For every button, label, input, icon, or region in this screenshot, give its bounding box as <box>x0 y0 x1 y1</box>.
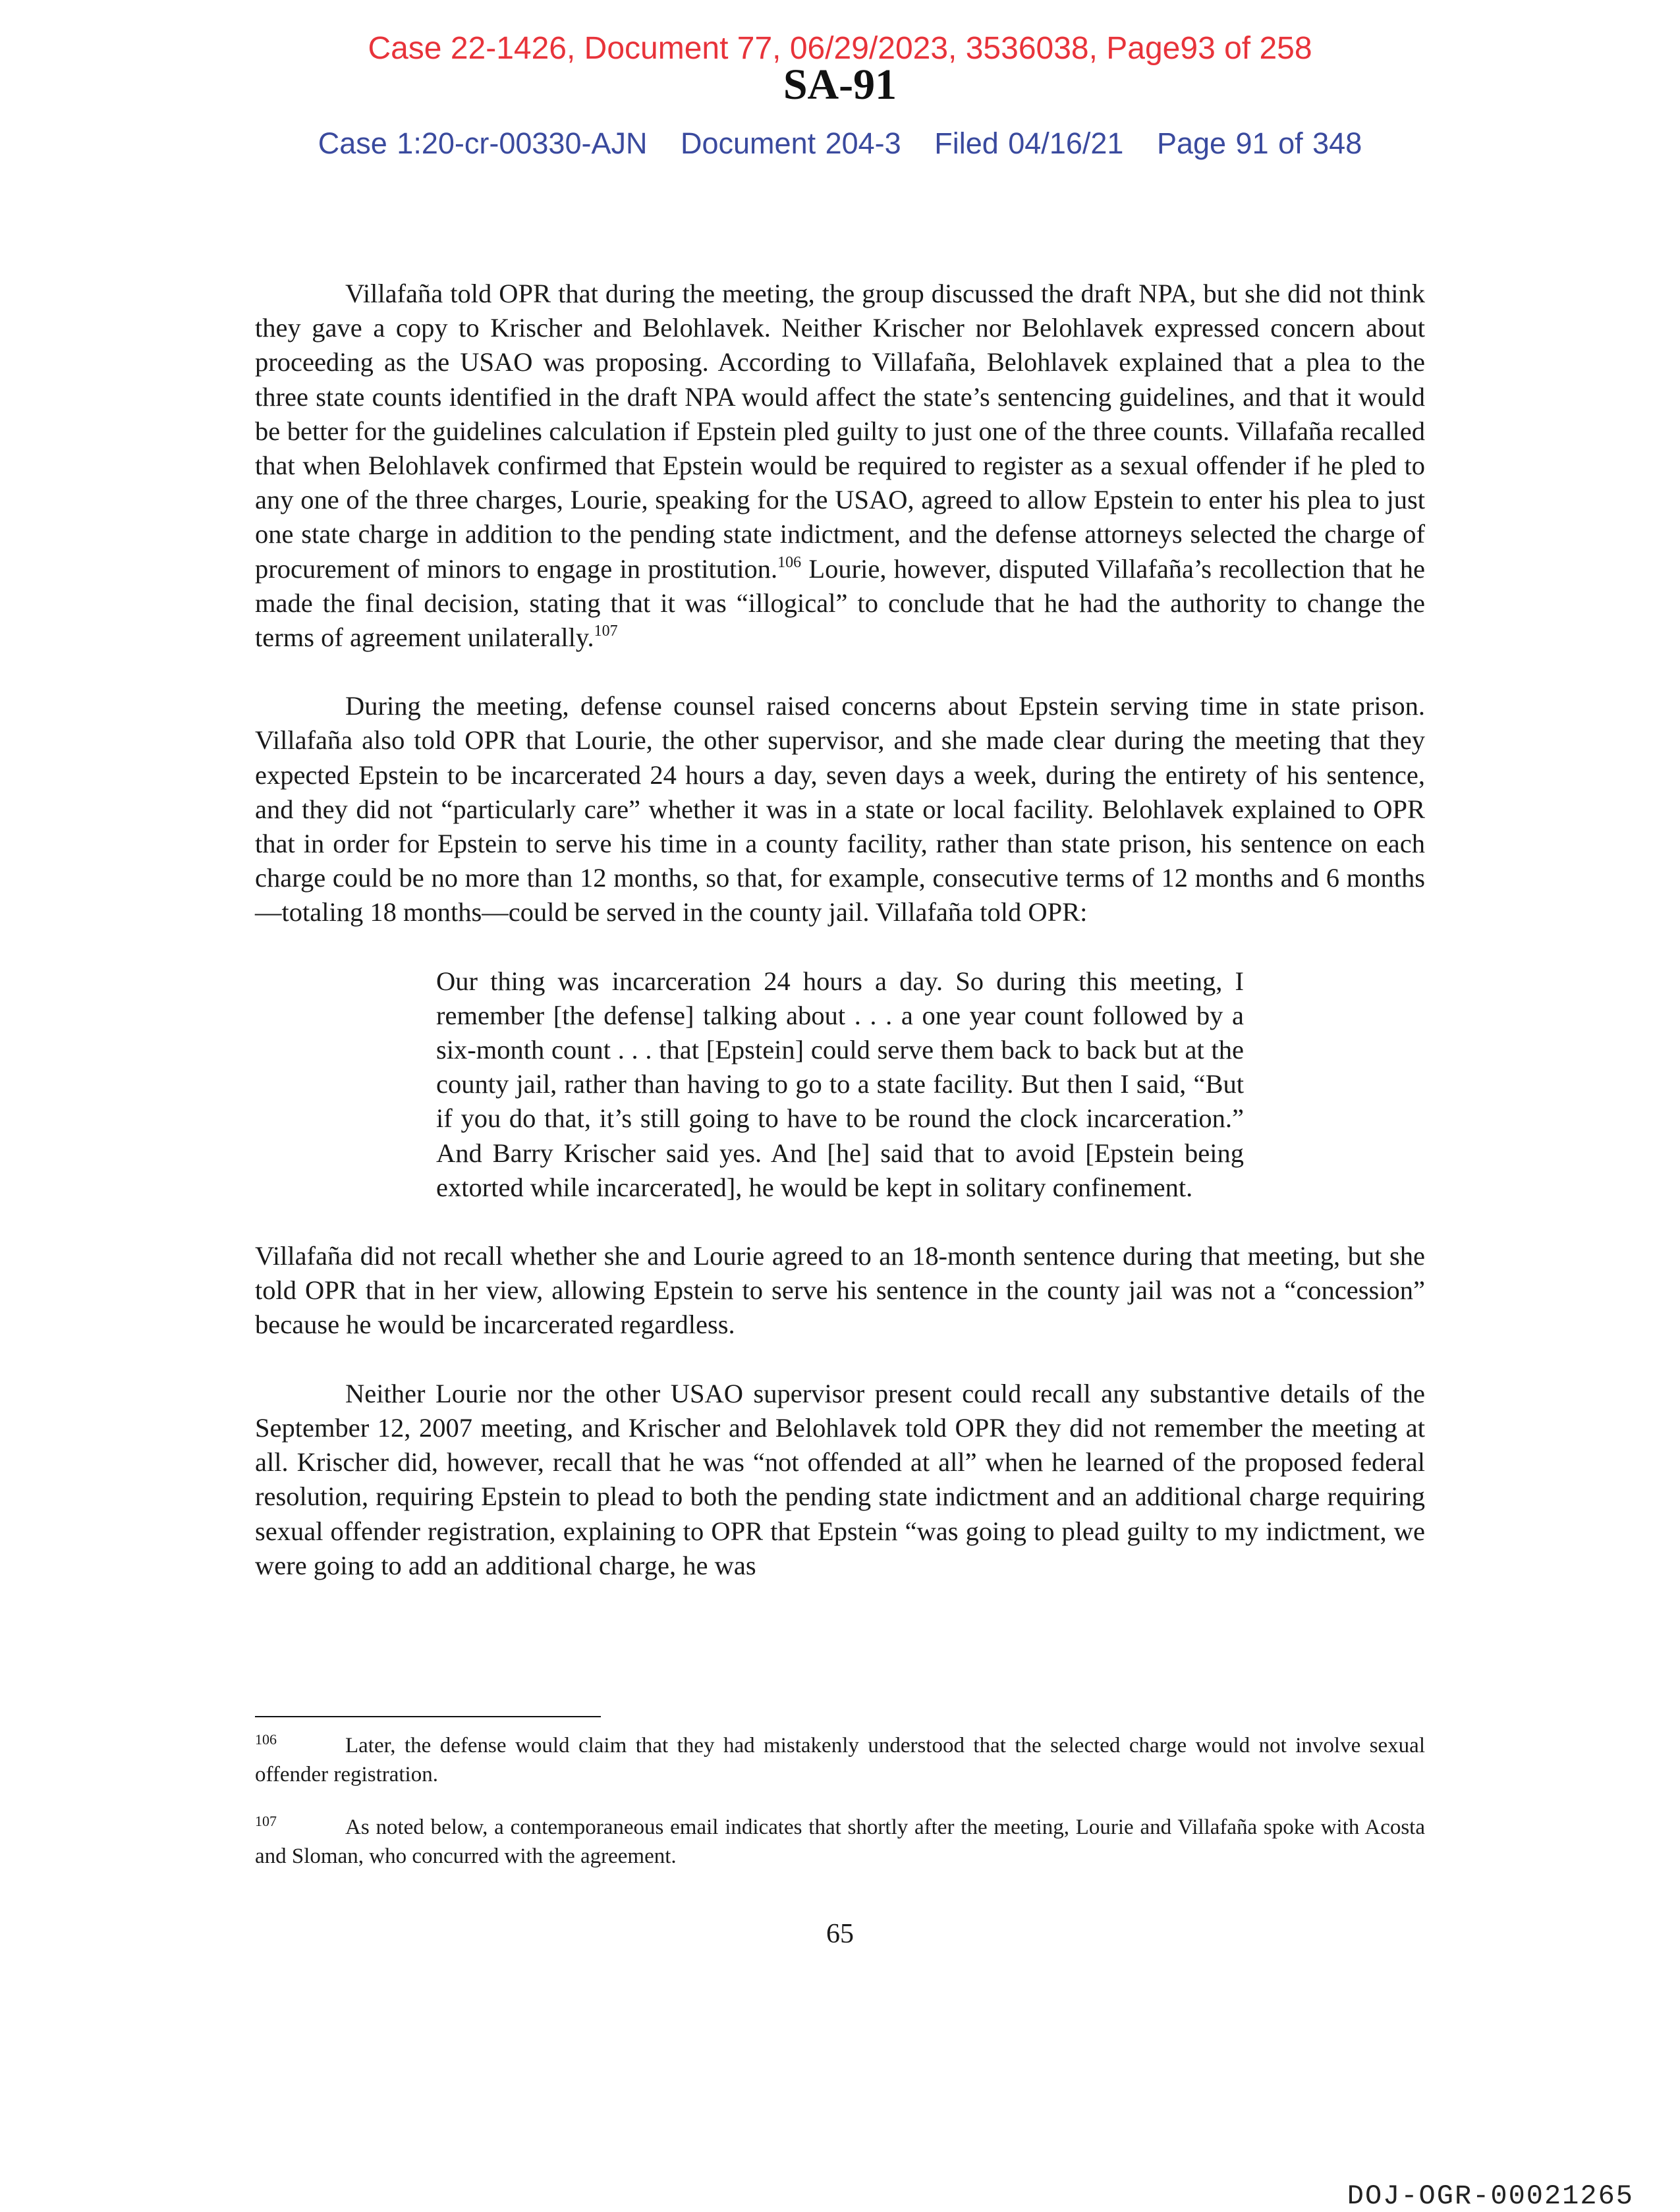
footnote-divider <box>255 1716 601 1717</box>
document-body <box>255 277 1425 1617</box>
appellate-filing-stamp: Case 22-1426, Document 77, 06/29/2023, 3536038, Page93 of 258 <box>368 31 1312 66</box>
district-document-number: Document 204-3 <box>681 126 901 160</box>
footnote: 106 Later, the defense would claim that they had mistakenly understood that the selected charge would not involve sexual offender registration. <box>255 1731 1425 1786</box>
district-filed-date: Filed 04/16/21 <box>934 126 1124 160</box>
footnote-text: As noted below, a contemporaneous email indicates that shortly after the meeting, Lourie and Villafaña spoke with Acosta and Sloman, who concurred with the agreement. <box>255 1815 1425 1868</box>
district-page-count: Page 91 of 348 <box>1156 126 1362 160</box>
paragraph-text: Lourie, however, disputed Villafaña’s recollection that he made the final decision, stating that it was “illogical” to conclude that he had the authority to change the terms of agreement unilaterally. <box>255 553 1425 653</box>
bates-number: DOJ-OGR-00021265 <box>1347 2180 1634 2212</box>
appendix-page-label: SA-91 <box>783 61 897 109</box>
footnote: 107 As noted below, a contemporaneous email indicates that shortly after the meeting, Lourie and Villafaña spoke with Acosta and Sloman, who concurred with the agreement. <box>255 1813 1425 1868</box>
footnote-reference[interactable]: 106 <box>777 553 802 571</box>
district-case-number: Case 1:20-cr-00330-AJN <box>318 126 648 160</box>
paragraph: Villafaña did not recall whether she and Lourie agreed to an 18-month sentence during that meeting, but she told OPR that in her view, allowing Epstein to serve his sentence in the county jail was not a “concession” because he would be incarcerated regardless. <box>255 1241 1425 1340</box>
footnote-text: Later, the defense would claim that they had mistakenly understood that the selected charge would not involve sexual offender registration. <box>255 1734 1425 1786</box>
paragraph: During the meeting, defense counsel raised concerns about Epstein serving time in state prison. Villafaña also told OPR that Lourie, the other supervisor, and she made clear during the meeting that they expected Epstein to be incarcerated 24 hours a day, seven days a week, during the entirety of his sentence, and they did not “particularly care” whether it was in a state or local facility. Belohlavek explained to OPR that in order for Epstein to serve his time in a county facility, rather than state prison, his sentence on each charge could be no more than 12 months, so that, for example, consecutive terms of 12 months and 6 months—totaling 18 months—could be served in the county jail. Villafaña told OPR: <box>255 691 1425 927</box>
paragraph <box>255 277 1425 655</box>
district-filing-stamp <box>0 125 1680 162</box>
paragraph: Neither Lourie nor the other USAO supervisor present could recall any substantive details of the September 12, 2007 meeting, and Krischer and Belohlavek told OPR they did not remember the meeting at all. Krischer did, however, recall that he was “not offended at all” when he learned of the proposed federal resolution, requiring Epstein to plead to both the pending state indictment and an additional charge requiring sexual offender registration, explaining to OPR that Epstein “was going to plead guilty to my indictment, we were going to add an additional charge, he was <box>255 1378 1425 1580</box>
page-number: 65 <box>826 1919 854 1949</box>
footnotes <box>255 1731 1425 1894</box>
block-quote: Our thing was incarceration 24 hours a day. So during this meeting, I remember [the defense] talking about . . . a one year count followed by a six-month count . . . that [Epstein] could serve them back to back but at the county jail, rather than having to go to a state facility. But then I said, “But if you do that, it’s still going to have to be round the clock incarceration.” And Barry Krischer said yes. And [he] said that to avoid [Epstein being extorted while incarcerated], he would be kept in solitary confinement. <box>436 966 1244 1202</box>
paragraph-text: Villafaña told OPR that during the meeting, the group discussed the draft NPA, but she did not think they gave a copy to Krischer and Belohlavek. Neither Krischer nor Belohlavek expressed concern about proceeding as the USAO was proposing. According to Villafaña, Belohlavek explained that a plea to the three state counts identified in the draft NPA would affect the state’s sentencing guidelines, and that it would be better for the guidelines calculation if Epstein pled guilty to just one of the three counts. Villafaña recalled that when Belohlavek confirmed that Epstein would be required to register as a sexual offender if he pled to any one of the three charges, Lourie, speaking for the USAO, agreed to allow Epstein to enter his plea to just one state charge in addition to the pending state indictment, and the defense attorneys selected the charge of procurement of minors to engage in prostitution. <box>255 279 1425 584</box>
footnote-reference[interactable]: 107 <box>594 622 618 640</box>
